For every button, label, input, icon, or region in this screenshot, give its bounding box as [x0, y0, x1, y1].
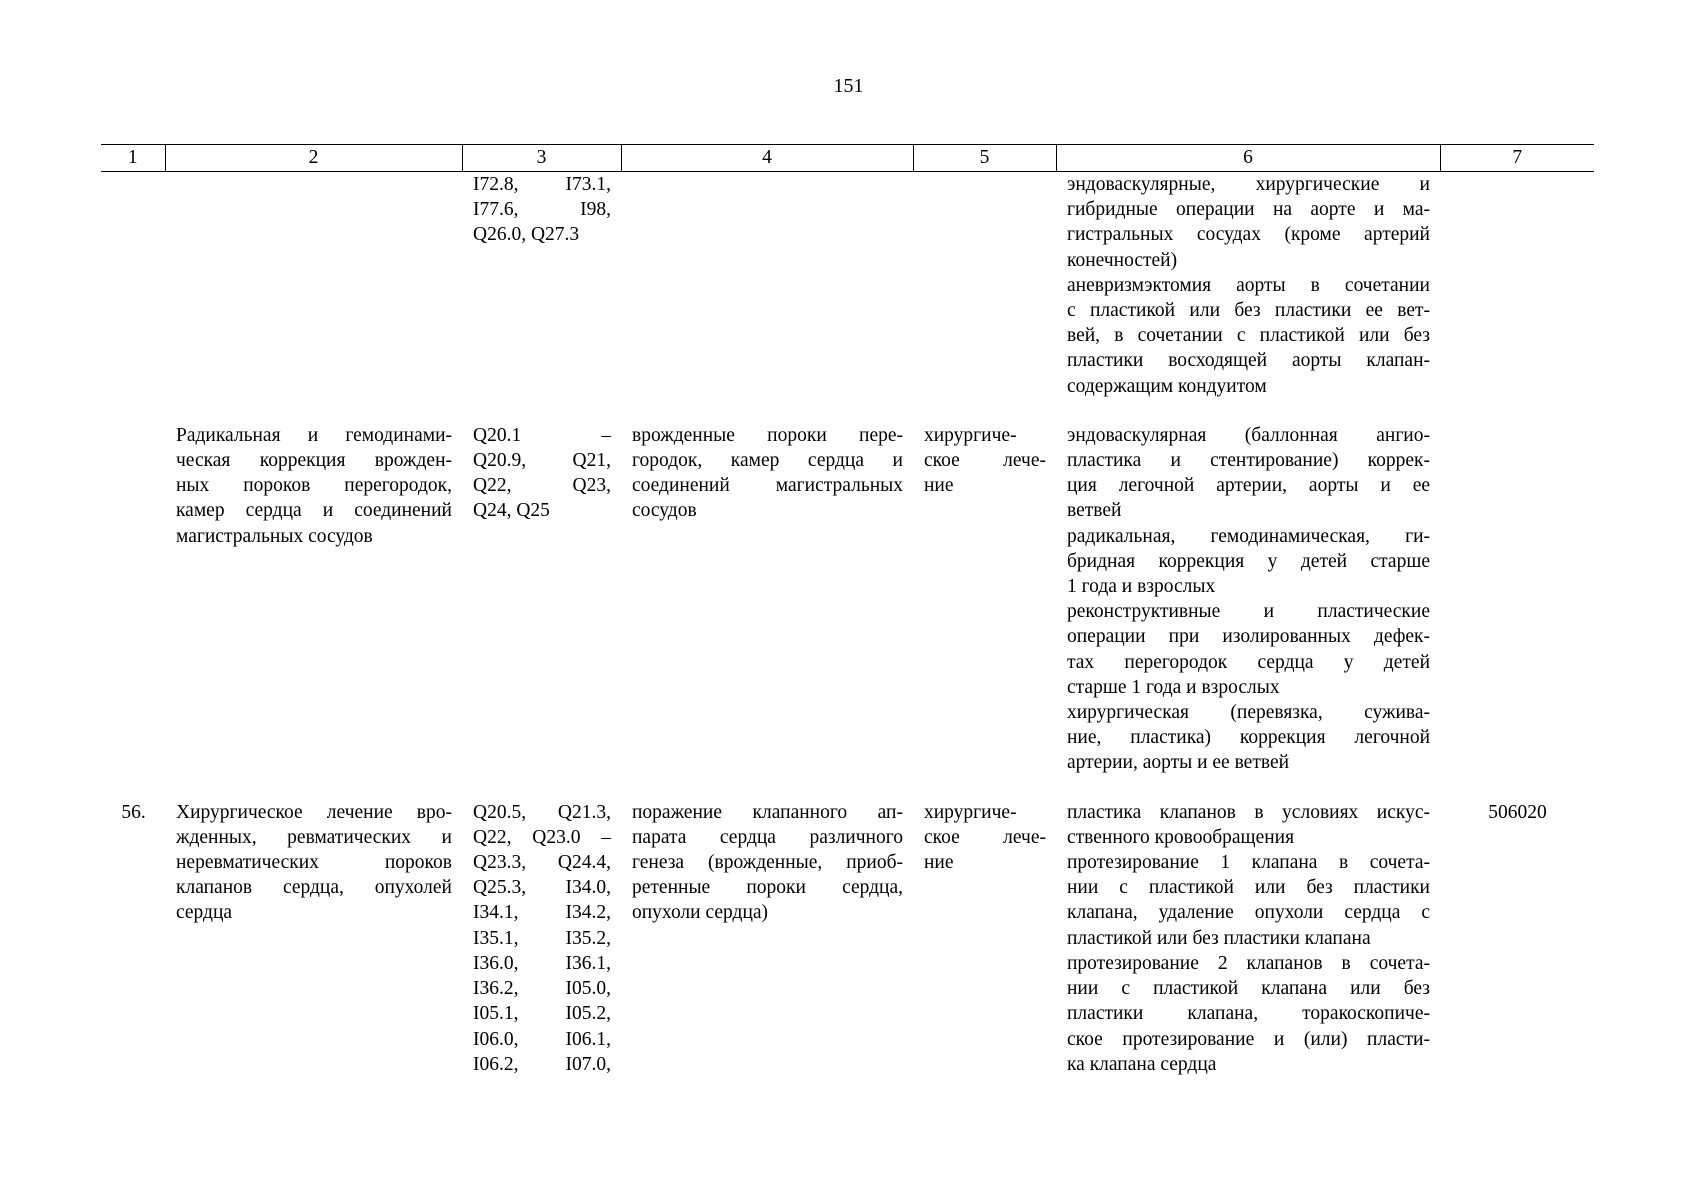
method-line: ветвей	[1067, 500, 1122, 522]
patient-model-line: сосудов	[632, 500, 697, 522]
column-header-6: 6	[1056, 145, 1440, 172]
treatment-type	[913, 423, 1056, 800]
patient-model-line: ретенные пороки сердца,	[632, 877, 903, 899]
method-line: содержащим кондуитом	[1067, 375, 1267, 397]
column-header-2: 2	[165, 145, 462, 172]
method-line: эндоваскулярная (баллонная ангио-	[1067, 424, 1430, 446]
patient-model	[621, 423, 913, 800]
icd-codes	[462, 172, 621, 423]
method-line: аневризмэктомия аорты в сочетании	[1067, 274, 1430, 296]
treatment-type-line: хирургиче-	[924, 801, 1017, 823]
method-line: пластики восходящей аорты клапан-	[1067, 350, 1430, 372]
method-line: пластика клапанов в условиях искус-	[1067, 801, 1430, 823]
method-line: с пластикой или без пластики ее вет-	[1067, 300, 1430, 322]
patient-model-line: поражение клапанного ап-	[632, 801, 903, 823]
method-line: гистральных сосудах (кроме артерий	[1067, 224, 1430, 246]
icd-code-line: I36.2, I05.0,	[473, 978, 611, 1000]
method-line: ция легочной артерии, аорты и ее	[1067, 475, 1430, 497]
name-line: сердца	[176, 902, 233, 924]
method-line: клапана, удаление опухоли сердца с	[1067, 902, 1430, 924]
method-line: протезирование 2 клапанов в сочета-	[1067, 952, 1430, 974]
table-row	[101, 172, 1594, 423]
icd-code-line: Q20.5, Q21.3,	[473, 801, 611, 823]
method-line: операции при изолированных дефек-	[1067, 626, 1430, 648]
icd-code-line: Q22, Q23,	[473, 475, 611, 497]
icd-code-line: I35.1, I35.2,	[473, 927, 611, 949]
method-line: бридная коррекция у детей старше	[1067, 550, 1430, 572]
care-type-name	[165, 800, 462, 1077]
icd-code-line: I77.6, I98,	[473, 199, 611, 221]
icd-code-line: I36.0, I36.1,	[473, 952, 611, 974]
column-header-1: 1	[101, 145, 165, 172]
column-header-3: 3	[462, 145, 621, 172]
treatment-method	[1056, 423, 1440, 800]
icd-code-line: Q23.3, Q24.4,	[473, 852, 611, 874]
row-number	[101, 423, 165, 800]
name-line: жденных, ревматических и	[176, 826, 452, 848]
method-line: ка клапана сердца	[1067, 1053, 1217, 1075]
method-line: нии с пластикой клапана или без	[1067, 978, 1430, 1000]
care-type-name	[165, 423, 462, 800]
patient-model-line: городок, камер сердца и	[632, 450, 903, 472]
procedures-table	[101, 144, 1594, 1077]
method-line: ское протезирование и (или) пласти-	[1067, 1028, 1430, 1050]
icd-code-line: I06.2, I07.0,	[473, 1053, 611, 1075]
method-line: тах перегородок сердца у детей	[1067, 651, 1430, 673]
header-row	[101, 145, 1594, 172]
method-line: радикальная, гемодинамическая, ги-	[1067, 525, 1430, 547]
icd-code-line: Q22, Q23.0 –	[473, 826, 611, 848]
patient-model-line: генеза (врожденные, приоб-	[632, 852, 903, 874]
care-type-name	[165, 172, 462, 423]
column-header-7: 7	[1440, 145, 1594, 172]
row-number	[101, 172, 165, 423]
name-line: магистральных сосудов	[176, 525, 373, 547]
method-line: артерии, аорты и ее ветвей	[1067, 752, 1290, 774]
treatment-type	[913, 172, 1056, 423]
name-line: Хирургическое лечение вро-	[176, 801, 452, 823]
icd-code-line: Q26.0, Q27.3	[473, 224, 580, 246]
patient-model-line: опухоли сердца)	[632, 902, 769, 924]
column-header-4: 4	[621, 145, 913, 172]
method-line: нии с пластикой или без пластики	[1067, 877, 1430, 899]
method-line: пластики клапана, торакоскопиче-	[1067, 1003, 1430, 1025]
method-line: протезирование 1 клапана в сочета-	[1067, 852, 1430, 874]
icd-code-line: Q24, Q25	[473, 500, 550, 522]
method-line: ние, пластика) коррекция легочной	[1067, 727, 1430, 749]
icd-code-line: I34.1, I34.2,	[473, 902, 611, 924]
icd-code-line: I05.1, I05.2,	[473, 1003, 611, 1025]
treatment-type-line: ние	[924, 852, 954, 874]
icd-code-line: Q20.1 –	[473, 424, 611, 446]
table-row	[101, 423, 1594, 800]
patient-model-line: врожденные пороки пере-	[632, 424, 903, 446]
treatment-type-line: хирургиче-	[924, 424, 1017, 446]
method-line: хирургическая (перевязка, сужива-	[1067, 702, 1430, 724]
icd-code-line: Q25.3, I34.0,	[473, 877, 611, 899]
patient-model-line: соединений магистральных	[632, 475, 903, 497]
page-number: 151	[833, 75, 864, 97]
method-line: пластика и стентирование) коррек-	[1067, 450, 1430, 472]
icd-code-line: I06.0, I06.1,	[473, 1028, 611, 1050]
name-line: ческая коррекция врожден-	[176, 450, 452, 472]
patient-model-line: парата сердца различного	[632, 826, 903, 848]
method-line: ственного кровообращения	[1067, 826, 1295, 848]
method-line: конечностей)	[1067, 249, 1178, 271]
treatment-method	[1056, 800, 1440, 1077]
patient-model	[621, 800, 913, 1077]
icd-code-line: I72.8, I73.1,	[473, 174, 611, 195]
method-line: гибридные операции на аорте и ма-	[1067, 199, 1430, 221]
treatment-type-line: ское лече-	[924, 450, 1046, 472]
method-line: эндоваскулярные, хирургические и	[1067, 174, 1430, 195]
method-line: реконструктивные и пластические	[1067, 601, 1430, 623]
icd-codes	[462, 423, 621, 800]
name-line: клапанов сердца, опухолей	[176, 877, 452, 899]
name-line: ных пороков перегородок,	[176, 475, 452, 497]
method-line: пластикой или без пластики клапана	[1067, 927, 1371, 949]
icd-code-line: Q20.9, Q21,	[473, 450, 611, 472]
treatment-type	[913, 800, 1056, 1077]
treatment-type-line: ние	[924, 475, 954, 497]
treatment-method	[1056, 172, 1440, 423]
row-number: 56.	[121, 801, 146, 823]
name-line: камер сердца и соединений	[176, 500, 452, 522]
method-line: вей, в сочетании с пластикой или без	[1067, 325, 1430, 347]
treatment-type-line: ское лече-	[924, 826, 1046, 848]
method-line: 1 года и взрослых	[1067, 576, 1216, 598]
name-line: неревматических пороков	[176, 852, 452, 874]
column-header-5: 5	[913, 145, 1056, 172]
table-row	[101, 800, 1594, 1077]
norm-cost	[1440, 172, 1594, 423]
patient-model	[621, 172, 913, 423]
icd-codes	[462, 800, 621, 1077]
name-line: Радикальная и гемодинами-	[176, 424, 452, 446]
norm-cost	[1440, 423, 1594, 800]
norm-cost: 506020	[1488, 801, 1547, 823]
method-line: старше 1 года и взрослых	[1067, 676, 1280, 698]
